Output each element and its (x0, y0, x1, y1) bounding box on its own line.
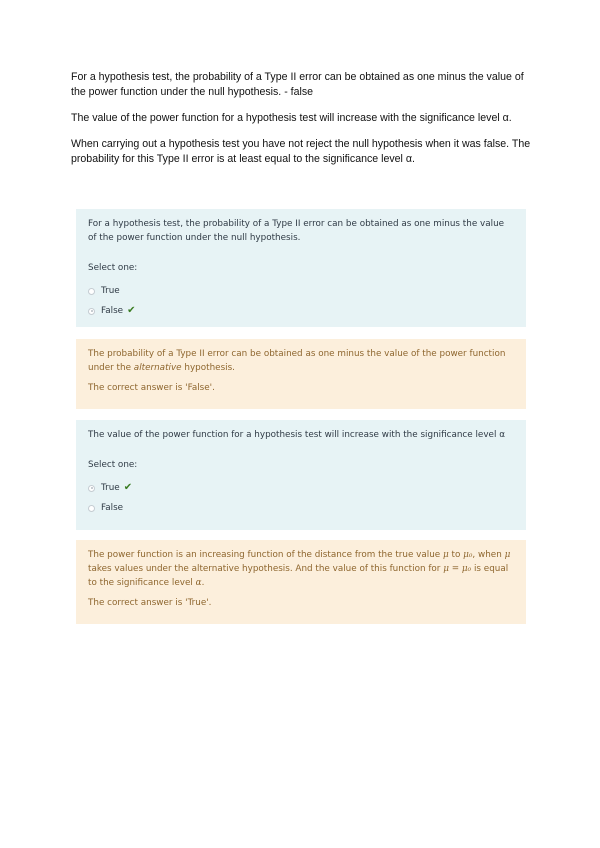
feedback-2-card (76, 540, 526, 624)
feedback-1-text: The probability of a Type II error can be obtained as one minus the value of the power function under the alternative hypothesis. (88, 349, 506, 373)
feedback-1-card (76, 339, 526, 409)
question-1-option-true[interactable] (88, 281, 514, 301)
note-1: For a hypothesis test, the probability of a Type II error can be obtained as one minus the value of the power function under the null hypothesis. - false (71, 71, 524, 98)
option-label: True (101, 286, 120, 296)
feedback-1-answer: The correct answer is 'False'. (88, 383, 215, 393)
question-2-option-false[interactable] (88, 498, 514, 518)
question-2-prompt: Select one: (88, 460, 138, 470)
option-label: False (101, 306, 124, 316)
question-1-prompt: Select one: (88, 263, 138, 273)
radio-button[interactable] (88, 288, 95, 295)
radio-button-selected[interactable] (88, 308, 95, 315)
radio-button[interactable] (88, 505, 95, 512)
notes-section (71, 70, 531, 178)
question-2-card (76, 420, 526, 530)
radio-button-selected[interactable] (88, 485, 95, 492)
note-2: The value of the power function for a hypothesis test will increase with the significance level α. (71, 112, 512, 124)
question-2-text: The value of the power function for a hypothesis test will increase with the significance level α (88, 430, 505, 440)
feedback-2-answer: The correct answer is 'True'. (88, 598, 212, 608)
question-1-card (76, 209, 526, 327)
question-1-option-false[interactable] (88, 301, 514, 321)
feedback-2-text: The power function is an increasing function of the distance from the true value μ to μ₀, when μ takes values under the alternative hypothesis. And the value of this function for μ = μ₀ is equal to the significance level α. (88, 550, 511, 588)
correct-check-icon: ✔ (123, 482, 133, 493)
question-1-text: For a hypothesis test, the probability of a Type II error can be obtained as one minus the value of the power function under the null hypothesis. (88, 219, 505, 243)
question-2-option-true[interactable] (88, 478, 514, 498)
note-3: When carrying out a hypothesis test you have not reject the null hypothesis when it was false. The probability for this Type II error is at least equal to the significance level α. (71, 138, 531, 165)
option-label: False (101, 503, 124, 513)
correct-check-icon: ✔ (127, 305, 136, 316)
option-label: True (101, 483, 120, 493)
